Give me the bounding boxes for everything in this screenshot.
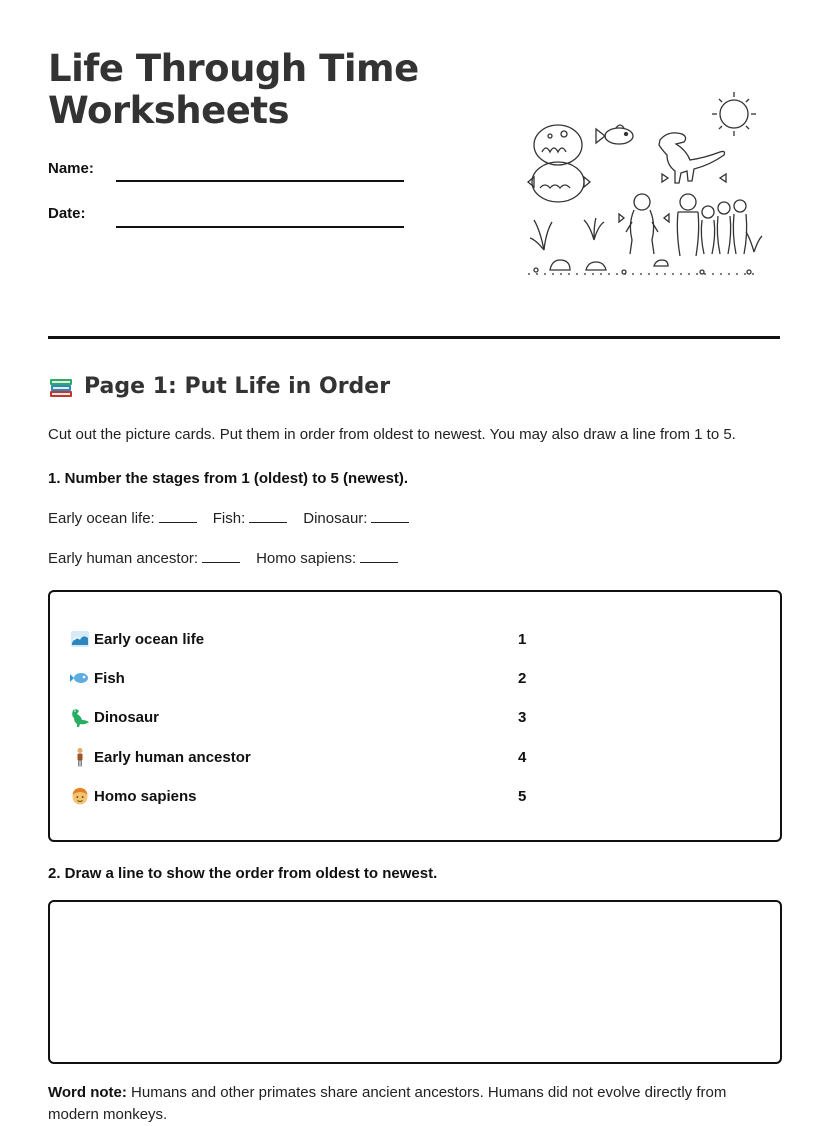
title-line-1: Life Through Time (48, 47, 419, 90)
stage-number: 1 (518, 630, 527, 648)
question-1-prompt: 1. Number the stages from 1 (oldest) to 5 (newest). (48, 470, 409, 487)
fish-icon (70, 668, 90, 688)
answer-blank[interactable] (202, 550, 240, 563)
life-timeline-illustration (524, 90, 764, 280)
section-divider (48, 336, 780, 339)
books-icon (48, 375, 74, 399)
blank-homo-sapiens[interactable]: Homo sapiens: (256, 550, 398, 567)
stage-label: Dinosaur (94, 708, 160, 726)
dinosaur-icon (659, 133, 726, 183)
worksheet-title (48, 48, 419, 132)
person-face-icon (70, 786, 90, 806)
wave-icon (70, 629, 90, 649)
title-line-2: Worksheets (48, 89, 290, 132)
stage-number: 2 (518, 669, 527, 687)
dinosaur-icon (70, 707, 90, 727)
fish-icon (596, 125, 633, 144)
name-label: Name: (48, 160, 94, 177)
ocean-life-bubbles-icon (528, 125, 590, 202)
instructions: Cut out the picture cards. Put them in order from oldest to newest. You may also draw a line from 1 to 5. (48, 426, 736, 443)
stage-label: Early ocean life (94, 630, 205, 648)
plants-icon (530, 218, 762, 252)
word-note (48, 1082, 778, 1126)
stage-number: 3 (518, 708, 527, 726)
answer-blank[interactable] (159, 510, 197, 523)
blank-early-human-ancestor[interactable]: Early human ancestor: (48, 550, 240, 567)
stage-label: Early human ancestor (94, 748, 251, 766)
human-ancestor-icon (619, 194, 669, 254)
answer-blank[interactable] (360, 550, 398, 563)
stage-number: 5 (518, 787, 527, 805)
question-2-prompt: 2. Draw a line to show the order from oldest to newest. (48, 865, 438, 882)
stage-label: Homo sapiens (94, 787, 197, 805)
rocks-icon (528, 260, 760, 274)
stage-row (70, 667, 540, 689)
date-label: Date: (48, 205, 86, 222)
question-1-row-1 (48, 510, 409, 527)
blank-fish[interactable]: Fish: (213, 510, 288, 527)
sun-icon (712, 92, 756, 136)
human-family-icon (677, 194, 746, 256)
word-note-text: Humans and other primates share ancient ancestors. Humans did not evolve directly from modern monkeys. (48, 1084, 727, 1123)
stages-box (48, 590, 782, 842)
word-note-label: Word note: (48, 1084, 127, 1101)
stage-number: 4 (518, 748, 527, 766)
blank-dinosaur[interactable]: Dinosaur: (303, 510, 409, 527)
drawing-area[interactable] (48, 900, 782, 1064)
person-standing-icon (70, 747, 90, 767)
answer-blank[interactable] (371, 510, 409, 523)
stage-row (70, 785, 540, 807)
date-field[interactable] (116, 226, 404, 228)
name-field[interactable] (116, 180, 404, 182)
section-title (48, 374, 390, 399)
blank-early-ocean-life[interactable]: Early ocean life: (48, 510, 197, 527)
question-1-row-2 (48, 550, 398, 567)
section-title-text: Page 1: Put Life in Order (84, 374, 391, 399)
stage-label: Fish (94, 669, 125, 687)
stage-row (70, 628, 540, 650)
stage-row (70, 746, 540, 768)
stage-row (70, 706, 540, 728)
answer-blank[interactable] (249, 510, 287, 523)
